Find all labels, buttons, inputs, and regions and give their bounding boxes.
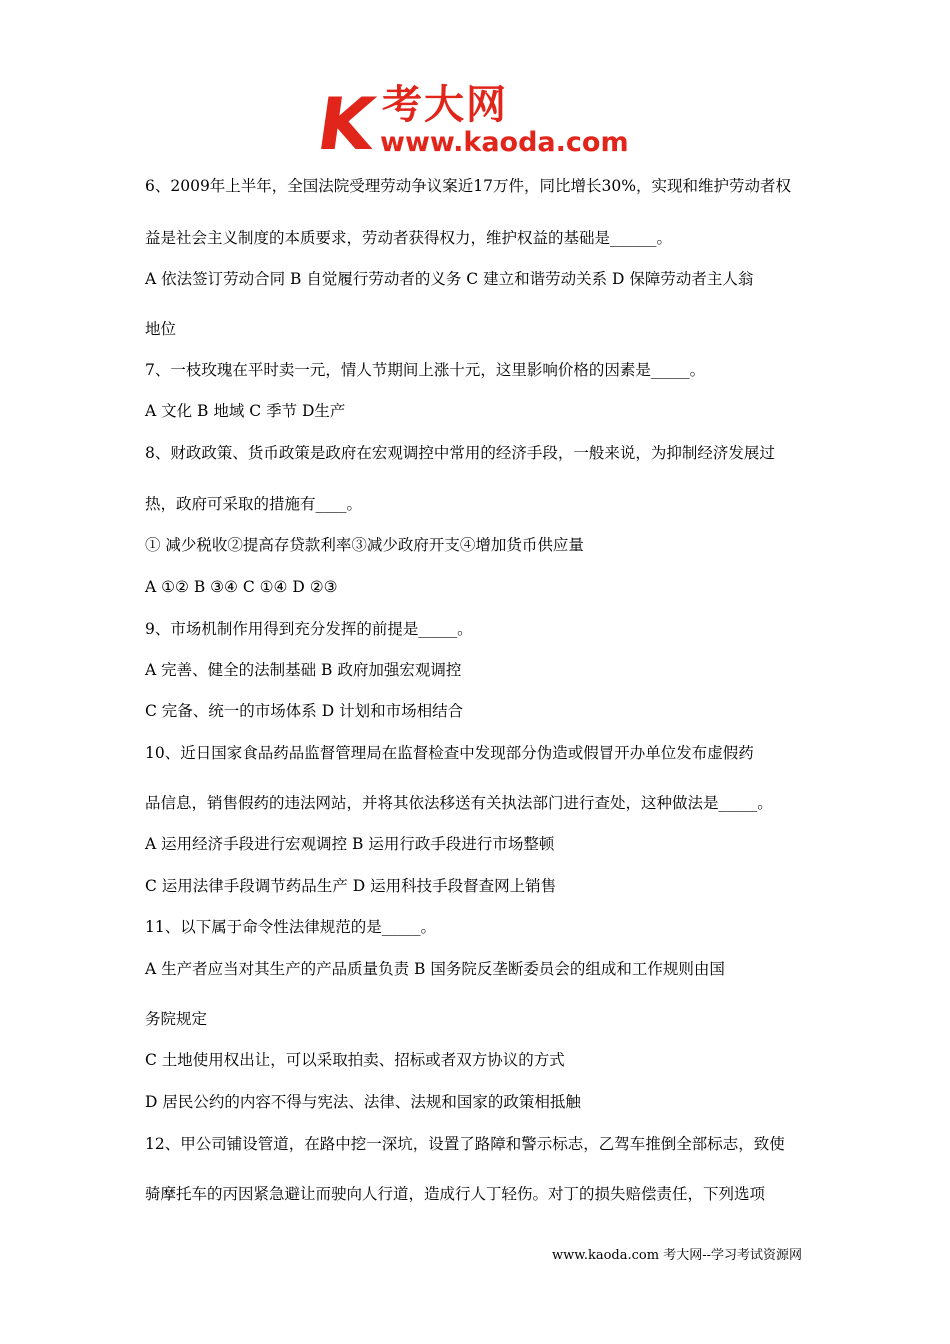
- text-line: A 完善、健全的法制基础 B 政府加强宏观调控: [145, 661, 462, 679]
- text-line: 益是社会主义制度的本质要求，劳动者获得权力，维护权益的基础是______。: [145, 229, 673, 247]
- text-line: A 依法签订劳动合同 B 自觉履行劳动者的义务 C 建立和谐劳动关系 D 保障劳动者主人翁: [145, 270, 754, 288]
- text-line: C 运用法律手段调节药品生产 D 运用科技手段督查网上销售: [145, 877, 557, 895]
- logo-url: www.kaoda.com: [380, 127, 629, 158]
- text-line: C 土地使用权出让，可以采取拍卖、招标或者双方协议的方式: [145, 1051, 565, 1069]
- logo-site-name: 考大网: [382, 82, 508, 128]
- text-line: 务院规定: [145, 1010, 208, 1028]
- text-line: A 文化 B 地域 C 季节 D生产: [145, 402, 346, 420]
- text-line: 骑摩托车的丙因紧急避让而驶向人行道，造成行人丁轻伤。对丁的损失赔偿责任，下列选项: [145, 1185, 766, 1203]
- text-line: C 完备、统一的市场体系 D 计划和市场相结合: [145, 702, 464, 720]
- text-line: 7、一枝玫瑰在平时卖一元，情人节期间上涨十元，这里影响价格的因素是_____。: [145, 361, 706, 379]
- text-line: 6、2009年上半年，全国法院受理劳动争议案近17万件，同比增长30%，实现和维护劳动者权: [145, 177, 791, 195]
- text-line: 10、近日国家食品药品监督管理局在监督检查中发现部分伪造或假冒开办单位发布虚假药: [145, 744, 754, 762]
- text-line: A 运用经济手段进行宏观调控 B 运用行政手段进行市场整顿: [145, 835, 555, 853]
- text-line: 品信息，销售假药的违法网站，并将其依法移送有关执法部门进行查处，这种做法是_____。: [145, 794, 773, 812]
- text-line: ① 减少税收②提高存贷款利率③减少政府开支④增加货币供应量: [145, 536, 584, 554]
- kaoda-logo: [312, 82, 638, 166]
- text-line: 地位: [145, 320, 177, 338]
- text-line: 12、甲公司铺设管道，在路中挖一深坑，设置了路障和警示标志，乙驾车推倒全部标志，致使: [145, 1135, 785, 1153]
- text-line: 8、财政政策、货币政策是政府在宏观调控中常用的经济手段，一般来说，为抑制经济发展过: [145, 444, 775, 462]
- text-line: D 居民公约的内容不得与宪法、法律、法规和国家的政策相抵触: [145, 1093, 581, 1111]
- text-line: 热，政府可采取的措施有____。: [145, 495, 363, 513]
- logo-k-mark: K: [312, 82, 380, 166]
- page-footer: www.kaoda.com 考大网--学习考试资源网: [552, 1248, 802, 1263]
- text-line: A ①② B ③④ C ①④ D ②③: [145, 578, 338, 596]
- text-line: A 生产者应当对其生产的产品质量负责 B 国务院反垄断委员会的组成和工作规则由国: [145, 960, 725, 978]
- text-line: 9、市场机制作用得到充分发挥的前提是_____。: [145, 620, 473, 638]
- text-line: 11、以下属于命令性法律规范的是_____。: [145, 918, 436, 936]
